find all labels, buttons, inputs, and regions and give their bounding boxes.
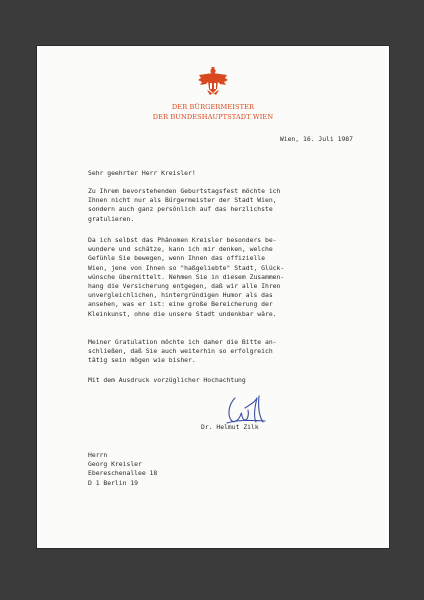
paragraph-1: Zu Ihrem bevorstehenden Geburtstagsfest möchte ich Ihnen nicht nur als Bürgermeister der Stadt Wien, sondern auch ganz persönlich auf das herzlichste gratulieren. (88, 187, 281, 223)
closing-line: Mit dem Ausdruck vorzüglicher Hochachtung (88, 376, 246, 384)
letter-sheet (37, 46, 389, 548)
recipient-street: Ebereschenallee 18 (88, 469, 158, 478)
paragraph-3: Meiner Gratulation möchte ich daher die Bitte an- schließen, daß Sie auch weiterhin so erfolgreich tätig sein mögen wie bisher. (88, 338, 277, 365)
recipient-salutation: Herrn (88, 451, 108, 459)
paragraph-2: Da ich selbst das Phänomen Kreisler besonders be- wundere und schätze, kann ich mir denken, welche Gefühle Sie bewegen, wenn Ihnen das offizielle Wien, jene von Ihnen so "haßgeliebte" Stadt, Glück- wünsche übermittelt. Nehmen Sie in diesem Zusammen- hang die Versicherung entgegen, daß wir alle Ihren unvergleichlichen, hintergründigen Humor als das ansehen, was er ist: eine große Bereicherung der Kleinkunst, ohne die unsere Stadt undenkbar wäre. (88, 236, 285, 318)
recipient-address (88, 451, 157, 488)
recipient-name: Georg Kreisler (88, 460, 142, 469)
salutation: Sehr geehrter Herr Kreisler! (88, 169, 196, 177)
letterhead-title: DER BÜRGERMEISTER (171, 103, 255, 111)
signatory-name: Dr. Helmut Zilk (201, 423, 259, 431)
vienna-eagle-crest-icon (197, 66, 229, 96)
letterhead-subtitle: DER BUNDESHAUPTSTADT WIEN (152, 113, 274, 121)
recipient-city: D 1 Berlin 19 (88, 478, 139, 487)
letter-date: Wien, 16. Juli 1987 (279, 135, 353, 143)
